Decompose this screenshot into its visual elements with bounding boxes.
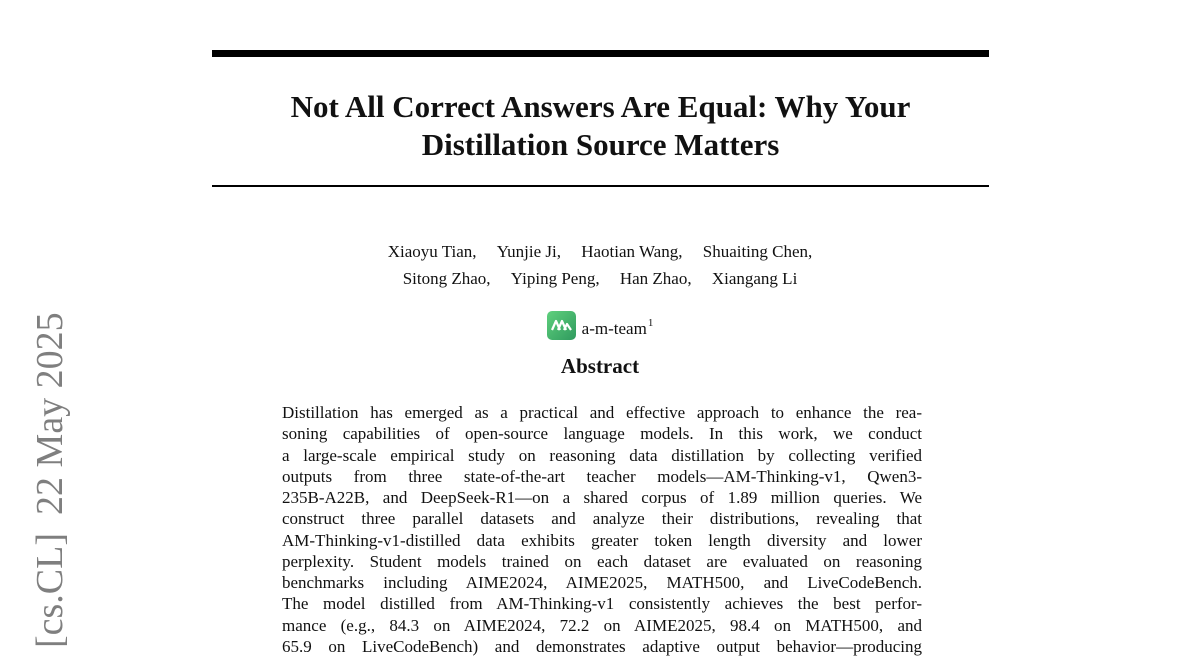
title-line-2: Distillation Source Matters bbox=[421, 127, 780, 162]
author-name: Xiaoyu Tian, bbox=[387, 242, 477, 261]
author-name: Yiping Peng, bbox=[510, 269, 600, 288]
paper-title bbox=[212, 88, 989, 164]
abstract-line: benchmarks including AIME2024, AIME2025, MATH500, and LiveCodeBench. bbox=[282, 573, 922, 592]
abstract-line: a large-scale empirical study on reasoning data distillation by collecting verified bbox=[282, 445, 922, 465]
author-name: Haotian Wang, bbox=[581, 242, 683, 261]
abstract-line: construct three parallel datasets and analyze their distributions, revealing that bbox=[282, 509, 922, 529]
abstract-line: soning capabilities of open-source language models. In this work, we conduct bbox=[282, 424, 922, 444]
author-list bbox=[300, 238, 900, 292]
author-row-1 bbox=[300, 238, 900, 265]
team-name bbox=[582, 319, 654, 338]
author-name: Sitong Zhao, bbox=[402, 269, 491, 288]
arxiv-watermark bbox=[31, 312, 69, 648]
abstract-line: 65.9 on LiveCodeBench) and demonstrates adaptive output behavior—producing bbox=[282, 636, 922, 656]
abstract-line: Distillation has emerged as a practical and effective approach to enhance the rea- bbox=[282, 403, 922, 422]
abstract-line: AM-Thinking-v1-distilled data exhibits greater token length diversity and lower bbox=[282, 530, 922, 550]
title-top-rule bbox=[212, 50, 989, 57]
abstract-line: 235B-A22B, and DeepSeek-R1—on a shared corpus of 1.89 million queries. We bbox=[282, 488, 922, 507]
author-row-2 bbox=[300, 265, 900, 292]
title-bottom-rule bbox=[212, 185, 989, 187]
team-logo-icon bbox=[547, 311, 576, 340]
abstract-body bbox=[282, 402, 922, 657]
abstract-line: perplexity. Student models trained on each dataset are evaluated on reasoning bbox=[282, 551, 922, 571]
affiliation-superscript: 1 bbox=[647, 317, 654, 329]
author-name: Yunjie Ji, bbox=[496, 242, 561, 261]
abstract-heading: Abstract bbox=[560, 354, 640, 378]
abstract-line: The model distilled from AM-Thinking-v1 consistently achieves the best perfor- bbox=[282, 594, 922, 614]
arxiv-category: [cs.CL] bbox=[29, 532, 71, 648]
author-name: Shuaiting Chen, bbox=[702, 242, 813, 261]
team-affiliation bbox=[0, 309, 1200, 343]
abstract-line: mance (e.g., 84.3 on AIME2024, 72.2 on AIME2025, 98.4 on MATH500, and bbox=[282, 615, 922, 635]
author-name: Xiangang Li bbox=[711, 269, 798, 288]
title-line-1: Not All Correct Answers Are Equal: Why Your bbox=[290, 89, 911, 124]
arxiv-date: 22 May 2025 bbox=[29, 312, 71, 515]
team-name-text: a-m-team bbox=[581, 319, 647, 338]
abstract-line: outputs from three state-of-the-art teacher models—AM-Thinking-v1, Qwen3- bbox=[282, 466, 922, 486]
author-name: Han Zhao, bbox=[619, 269, 692, 288]
